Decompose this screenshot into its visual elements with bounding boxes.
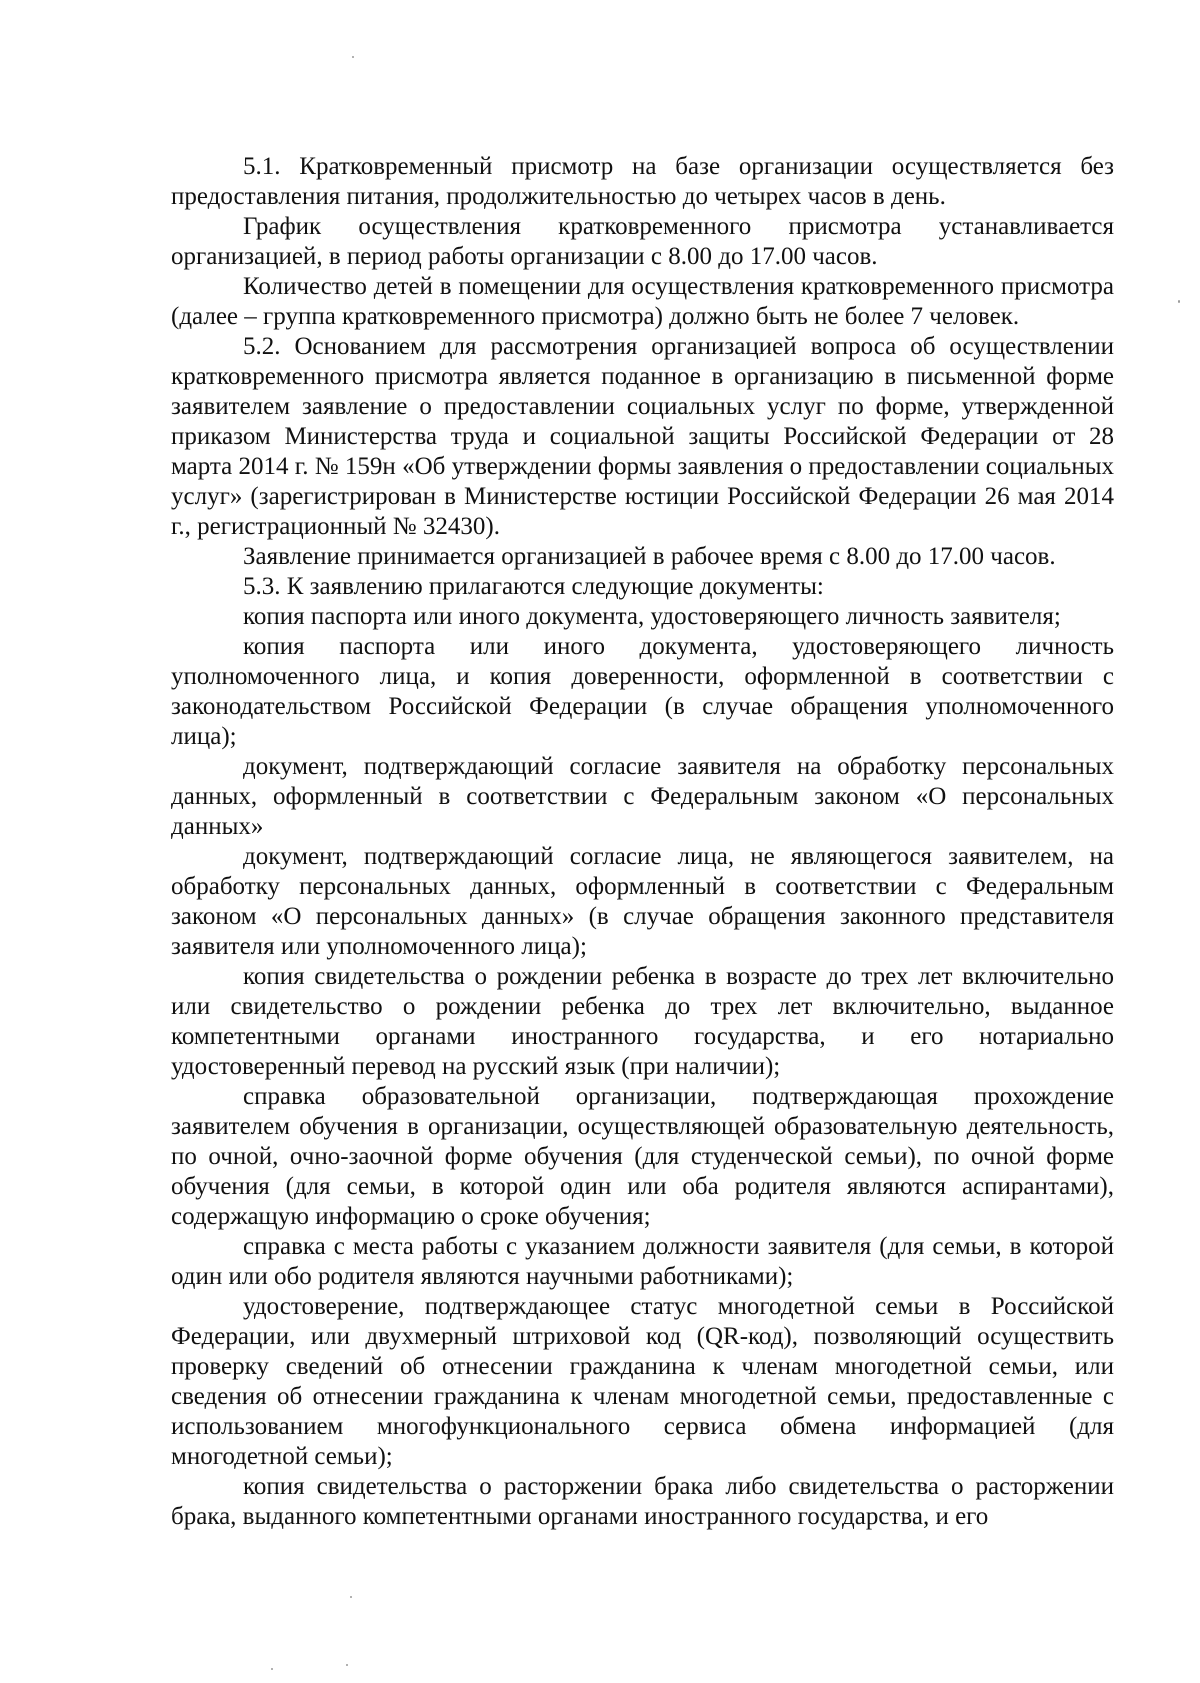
list-item-third-party-consent: документ, подтверждающий согласие лица, не являющегося заявителем, на обработку персональных данных, оформленный в соответствии с Федеральным законом «О персональных данных» (в случае обращения законного представителя заявителя или уполномоченного лица); bbox=[171, 843, 1114, 960]
scan-speck bbox=[352, 56, 354, 58]
scan-speck bbox=[346, 1664, 348, 1666]
scan-speck bbox=[271, 1668, 273, 1670]
list-item-applicant-consent: документ, подтверждающий согласие заявителя на обработку персональных данных, оформленный в соответствии с Федеральным законом «О персональных данных» bbox=[171, 753, 1114, 840]
list-item-birth-certificate: копия свидетельства о рождении ребенка в возрасте до трех лет включительно или свидетельство о рождении ребенка до трех лет включительно, выданное компетентными органами иностранного государства, и его нотариально удостоверенный перевод на русский язык (при наличии); bbox=[171, 963, 1114, 1080]
scan-speck bbox=[1178, 300, 1180, 303]
paragraph-group-size: Количество детей в помещении для осуществления кратковременного присмотра (далее – группа кратковременного присмотра) должно быть не более 7 человек. bbox=[171, 273, 1114, 330]
list-item-applicant-passport: копия паспорта или иного документа, удостоверяющего личность заявителя; bbox=[243, 603, 1061, 630]
list-item-education-certificate: справка образовательной организации, подтверждающая прохождение заявителем обучения в организации, осуществляющей образовательную деятельность, по очной, очно-заочной форме обучения (для студенческой семьи), по очной форме обучения (для семьи, в которой один или оба родителя являются аспирантами), содержащую информацию о сроке обучения; bbox=[171, 1083, 1114, 1230]
list-item-divorce-certificate: копия свидетельства о расторжении брака либо свидетельства о расторжении брака, выданного компетентными органами иностранного государства, и его bbox=[171, 1473, 1114, 1530]
list-item-representative-passport: копия паспорта или иного документа, удостоверяющего личность уполномоченного лица, и копия доверенности, оформленной в соответствии с законодательством Российской Федерации (в случае обращения уполномоченного лица); bbox=[171, 633, 1114, 750]
scan-speck bbox=[350, 1596, 352, 1598]
document-body bbox=[171, 152, 1114, 1532]
paragraph-application-hours: Заявление принимается организацией в рабочее время с 8.00 до 17.00 часов. bbox=[243, 543, 1056, 570]
list-item-large-family-certificate: удостоверение, подтверждающее статус многодетной семьи в Российской Федерации, или двухмерный штриховой код (QR-код), позволяющий осуществить проверку сведений об отнесении гражданина к членам многодетной семьи, или сведения об отнесении гражданина к членам многодетной семьи, предоставленные с использованием многофункционального сервиса обмена информацией (для многодетной семьи); bbox=[171, 1293, 1114, 1470]
paragraph-schedule: График осуществления кратковременного присмотра устанавливается организацией, в период работы организации с 8.00 до 17.00 часов. bbox=[171, 213, 1114, 270]
paragraph-5-2: 5.2. Основанием для рассмотрения организацией вопроса об осуществлении кратковременного присмотра является поданное в организацию в письменной форме заявителем заявление о предоставлении социальных услуг по форме, утвержденной приказом Министерства труда и социальной защиты Российской Федерации от 28 марта 2014 г. № 159н «Об утверждении формы заявления о предоставлении социальных услуг» (зарегистрирован в Министерстве юстиции Российской Федерации 26 мая 2014 г., регистрационный № 32430). bbox=[171, 333, 1114, 540]
paragraph-5-1: 5.1. Кратковременный присмотр на базе организации осуществляется без предоставления питания, продолжительностью до четырех часов в день. bbox=[171, 153, 1114, 210]
paragraph-5-3: 5.3. К заявлению прилагаются следующие документы: bbox=[243, 573, 824, 600]
list-item-employment-certificate: справка с места работы с указанием должности заявителя (для семьи, в которой один или обо родителя являются научными работниками); bbox=[171, 1233, 1114, 1290]
